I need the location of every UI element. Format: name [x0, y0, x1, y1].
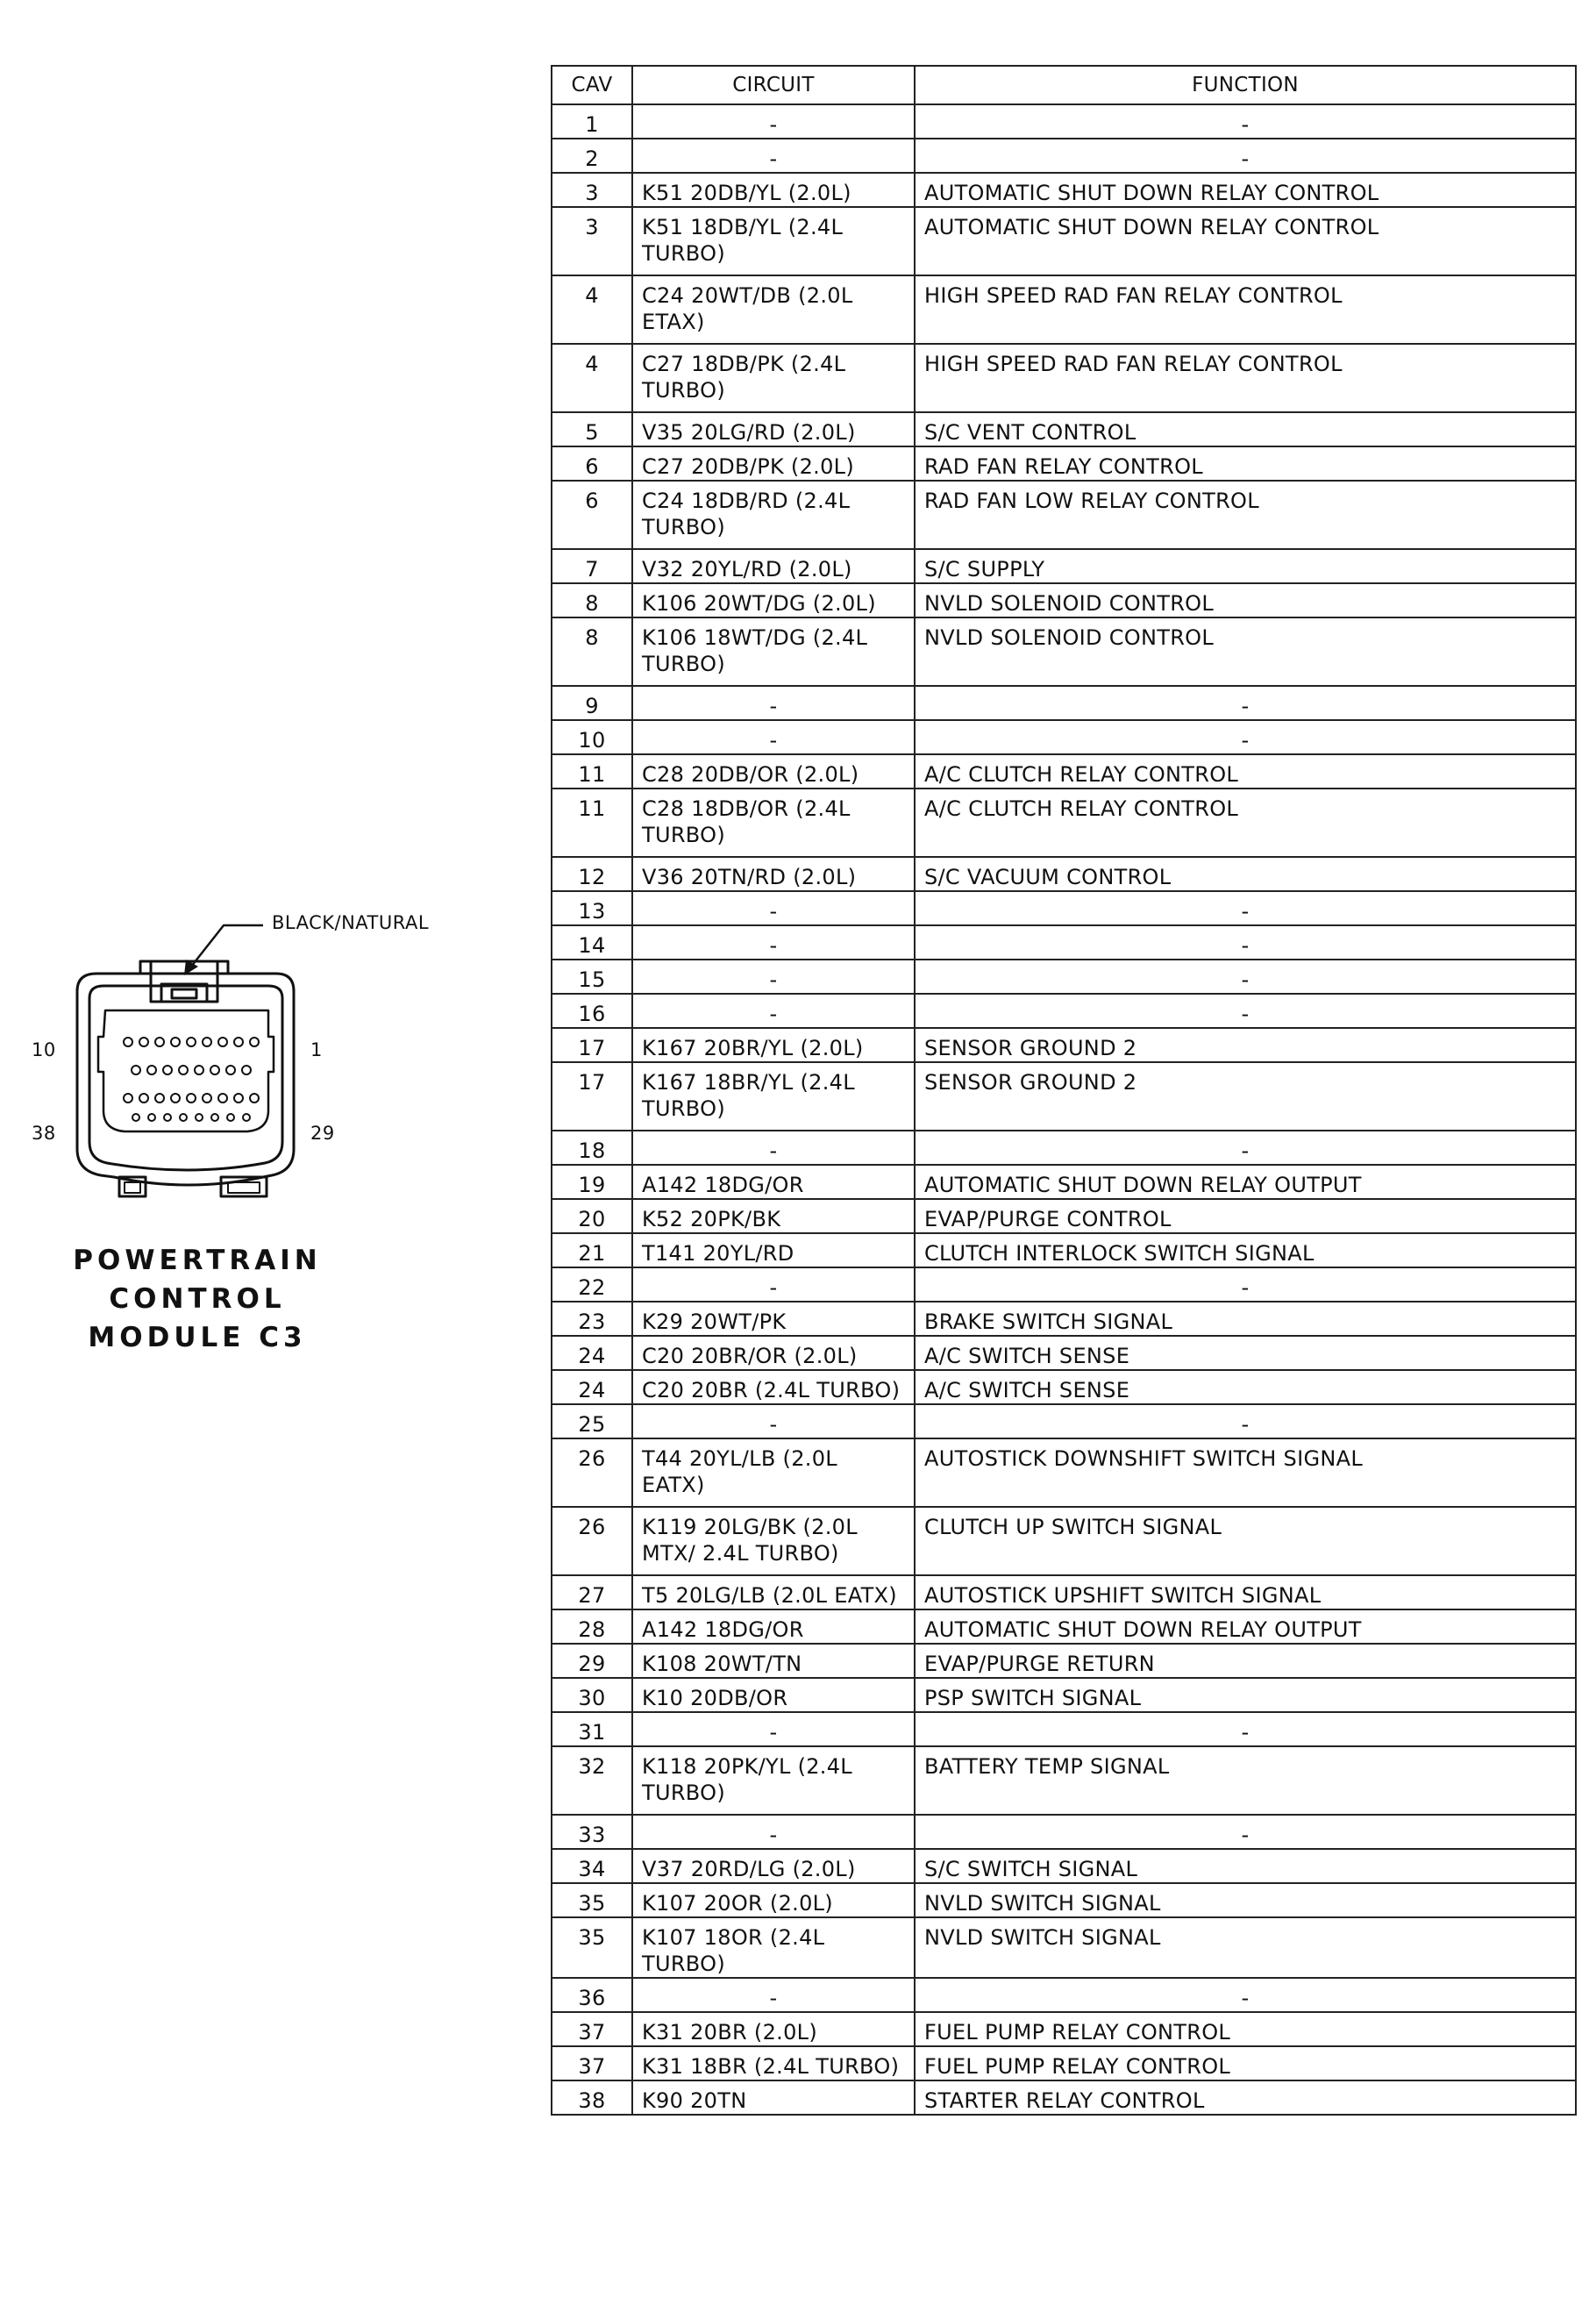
- circuit-cell: -: [632, 1712, 915, 1746]
- module-title: [53, 1241, 342, 1357]
- function-cell: A/C CLUTCH RELAY CONTROL: [915, 789, 1576, 857]
- table-row: [552, 139, 1576, 173]
- cav-cell: 9: [552, 686, 632, 720]
- table-row: [552, 1609, 1576, 1644]
- circuit-cell: -: [632, 720, 915, 754]
- table-row: [552, 617, 1576, 686]
- function-cell: NVLD SOLENOID CONTROL: [915, 617, 1576, 686]
- circuit-cell: -: [632, 960, 915, 994]
- table-row: [552, 925, 1576, 960]
- cav-cell: 26: [552, 1438, 632, 1507]
- function-cell: HIGH SPEED RAD FAN RELAY CONTROL: [915, 344, 1576, 412]
- table-row: [552, 1849, 1576, 1883]
- cav-cell: 11: [552, 754, 632, 789]
- circuit-cell: C20 20BR/OR (2.0L): [632, 1336, 915, 1370]
- table-row: [552, 1165, 1576, 1199]
- table-row: [552, 173, 1576, 207]
- table-row: [552, 1507, 1576, 1575]
- table-row: [552, 104, 1576, 139]
- function-cell: -: [915, 1815, 1576, 1849]
- circuit-cell: V35 20LG/RD (2.0L): [632, 412, 915, 446]
- cav-cell: 20: [552, 1199, 632, 1233]
- circuit-cell: K31 18BR (2.4L TURBO): [632, 2046, 915, 2080]
- circuit-cell: K118 20PK/YL (2.4L TURBO): [632, 1746, 915, 1815]
- cav-cell: 13: [552, 891, 632, 925]
- cav-cell: 3: [552, 207, 632, 275]
- table-row: [552, 1978, 1576, 2012]
- cav-cell: 6: [552, 446, 632, 481]
- cav-cell: 22: [552, 1267, 632, 1302]
- function-cell: -: [915, 720, 1576, 754]
- function-cell: FUEL PUMP RELAY CONTROL: [915, 2012, 1576, 2046]
- table-row: [552, 1302, 1576, 1336]
- cav-cell: 4: [552, 344, 632, 412]
- function-cell: -: [915, 1712, 1576, 1746]
- circuit-cell: C28 20DB/OR (2.0L): [632, 754, 915, 789]
- circuit-cell: -: [632, 1978, 915, 2012]
- function-cell: BATTERY TEMP SIGNAL: [915, 1746, 1576, 1815]
- function-cell: PSP SWITCH SIGNAL: [915, 1678, 1576, 1712]
- table-row: [552, 1746, 1576, 1815]
- table-row: [552, 1815, 1576, 1849]
- cav-cell: 30: [552, 1678, 632, 1712]
- function-cell: AUTOSTICK DOWNSHIFT SWITCH SIGNAL: [915, 1438, 1576, 1507]
- function-cell: A/C SWITCH SENSE: [915, 1336, 1576, 1370]
- table-row: [552, 720, 1576, 754]
- connector-color-label: BLACK/NATURAL: [272, 912, 430, 933]
- table-header-row: [552, 66, 1576, 104]
- table-row: [552, 1712, 1576, 1746]
- cav-cell: 2: [552, 139, 632, 173]
- function-cell: SENSOR GROUND 2: [915, 1028, 1576, 1062]
- table-row: [552, 2080, 1576, 2115]
- function-cell: -: [915, 1404, 1576, 1438]
- circuit-cell: K107 20OR (2.0L): [632, 1883, 915, 1917]
- function-cell: S/C VENT CONTROL: [915, 412, 1576, 446]
- cav-cell: 8: [552, 617, 632, 686]
- cav-cell: 21: [552, 1233, 632, 1267]
- cav-cell: 4: [552, 275, 632, 344]
- circuit-cell: -: [632, 891, 915, 925]
- cav-cell: 26: [552, 1507, 632, 1575]
- circuit-cell: -: [632, 1267, 915, 1302]
- table-row: [552, 1404, 1576, 1438]
- module-title-line: MODULE C3: [88, 1322, 307, 1353]
- function-cell: -: [915, 891, 1576, 925]
- cav-cell: 7: [552, 549, 632, 583]
- cav-cell: 19: [552, 1165, 632, 1199]
- table-row: [552, 1883, 1576, 1917]
- circuit-cell: C27 20DB/PK (2.0L): [632, 446, 915, 481]
- cav-cell: 6: [552, 481, 632, 549]
- cav-cell: 29: [552, 1644, 632, 1678]
- table-row: [552, 1131, 1576, 1165]
- cav-cell: 14: [552, 925, 632, 960]
- cav-cell: 37: [552, 2046, 632, 2080]
- connector-diagram: [0, 903, 491, 1360]
- table-row: [552, 549, 1576, 583]
- circuit-cell: -: [632, 1131, 915, 1165]
- table-row: [552, 1028, 1576, 1062]
- table-row: [552, 960, 1576, 994]
- function-cell: -: [915, 1131, 1576, 1165]
- cav-cell: 11: [552, 789, 632, 857]
- function-cell: AUTOMATIC SHUT DOWN RELAY OUTPUT: [915, 1609, 1576, 1644]
- pin-label-bottom-left: 38: [32, 1123, 56, 1144]
- cav-cell: 17: [552, 1062, 632, 1131]
- circuit-cell: -: [632, 1404, 915, 1438]
- circuit-cell: K167 18BR/YL (2.4L TURBO): [632, 1062, 915, 1131]
- cav-cell: 35: [552, 1917, 632, 1978]
- circuit-cell: K108 20WT/TN: [632, 1644, 915, 1678]
- table-row: [552, 789, 1576, 857]
- circuit-cell: K10 20DB/OR: [632, 1678, 915, 1712]
- function-cell: EVAP/PURGE RETURN: [915, 1644, 1576, 1678]
- circuit-cell: K31 20BR (2.0L): [632, 2012, 915, 2046]
- circuit-cell: C24 18DB/RD (2.4L TURBO): [632, 481, 915, 549]
- table-row: [552, 344, 1576, 412]
- function-cell: NVLD SOLENOID CONTROL: [915, 583, 1576, 617]
- circuit-cell: -: [632, 1815, 915, 1849]
- table-body: [552, 104, 1576, 2115]
- table-row: [552, 1062, 1576, 1131]
- table-row: [552, 583, 1576, 617]
- function-cell: AUTOMATIC SHUT DOWN RELAY CONTROL: [915, 173, 1576, 207]
- table-row: [552, 754, 1576, 789]
- circuit-cell: C20 20BR (2.4L TURBO): [632, 1370, 915, 1404]
- function-cell: -: [915, 1267, 1576, 1302]
- function-cell: SENSOR GROUND 2: [915, 1062, 1576, 1131]
- function-cell: CLUTCH INTERLOCK SWITCH SIGNAL: [915, 1233, 1576, 1267]
- cav-cell: 34: [552, 1849, 632, 1883]
- cav-cell: 8: [552, 583, 632, 617]
- cav-cell: 33: [552, 1815, 632, 1849]
- function-cell: RAD FAN RELAY CONTROL: [915, 446, 1576, 481]
- cav-cell: 23: [552, 1302, 632, 1336]
- cav-cell: 37: [552, 2012, 632, 2046]
- function-cell: -: [915, 139, 1576, 173]
- table-row: [552, 1644, 1576, 1678]
- function-cell: CLUTCH UP SWITCH SIGNAL: [915, 1507, 1576, 1575]
- pin-label-top-right: 1: [310, 1039, 323, 1060]
- function-cell: BRAKE SWITCH SIGNAL: [915, 1302, 1576, 1336]
- cav-cell: 27: [552, 1575, 632, 1609]
- cav-cell: 32: [552, 1746, 632, 1815]
- circuit-cell: A142 18DG/OR: [632, 1165, 915, 1199]
- table-row: [552, 1267, 1576, 1302]
- function-cell: -: [915, 994, 1576, 1028]
- pin-label-top-left: 10: [32, 1039, 56, 1060]
- circuit-cell: -: [632, 925, 915, 960]
- circuit-cell: K51 18DB/YL (2.4L TURBO): [632, 207, 915, 275]
- module-title-line: POWERTRAIN: [73, 1245, 322, 1276]
- cav-cell: 15: [552, 960, 632, 994]
- circuit-cell: K167 20BR/YL (2.0L): [632, 1028, 915, 1062]
- function-cell: -: [915, 960, 1576, 994]
- table-row: [552, 1336, 1576, 1370]
- function-cell: STARTER RELAY CONTROL: [915, 2080, 1576, 2115]
- circuit-cell: K52 20PK/BK: [632, 1199, 915, 1233]
- pin-label-bottom-right: 29: [310, 1123, 335, 1144]
- table-row: [552, 207, 1576, 275]
- cav-cell: 17: [552, 1028, 632, 1062]
- circuit-cell: K90 20TN: [632, 2080, 915, 2115]
- cav-cell: 35: [552, 1883, 632, 1917]
- table-row: [552, 481, 1576, 549]
- function-cell: S/C SUPPLY: [915, 549, 1576, 583]
- function-cell: -: [915, 1978, 1576, 2012]
- circuit-cell: -: [632, 139, 915, 173]
- table-row: [552, 446, 1576, 481]
- table-row: [552, 275, 1576, 344]
- circuit-cell: V37 20RD/LG (2.0L): [632, 1849, 915, 1883]
- table-row: [552, 1199, 1576, 1233]
- circuit-cell: T44 20YL/LB (2.0L EATX): [632, 1438, 915, 1507]
- table-row: [552, 686, 1576, 720]
- function-cell: -: [915, 925, 1576, 960]
- function-cell: AUTOSTICK UPSHIFT SWITCH SIGNAL: [915, 1575, 1576, 1609]
- circuit-cell: -: [632, 104, 915, 139]
- cav-cell: 38: [552, 2080, 632, 2115]
- table-row: [552, 994, 1576, 1028]
- circuit-cell: T5 20LG/LB (2.0L EATX): [632, 1575, 915, 1609]
- circuit-cell: K106 20WT/DG (2.0L): [632, 583, 915, 617]
- cav-cell: 16: [552, 994, 632, 1028]
- function-cell: HIGH SPEED RAD FAN RELAY CONTROL: [915, 275, 1576, 344]
- cav-cell: 28: [552, 1609, 632, 1644]
- circuit-cell: K29 20WT/PK: [632, 1302, 915, 1336]
- table-row: [552, 2046, 1576, 2080]
- cav-cell: 25: [552, 1404, 632, 1438]
- circuit-cell: C24 20WT/DB (2.0L ETAX): [632, 275, 915, 344]
- cav-cell: 24: [552, 1370, 632, 1404]
- cav-cell: 36: [552, 1978, 632, 2012]
- circuit-cell: C27 18DB/PK (2.4L TURBO): [632, 344, 915, 412]
- cav-cell: 10: [552, 720, 632, 754]
- cav-cell: 31: [552, 1712, 632, 1746]
- circuit-cell: V36 20TN/RD (2.0L): [632, 857, 915, 891]
- table-row: [552, 1370, 1576, 1404]
- function-cell: A/C CLUTCH RELAY CONTROL: [915, 754, 1576, 789]
- table-row: [552, 1438, 1576, 1507]
- function-cell: AUTOMATIC SHUT DOWN RELAY CONTROL: [915, 207, 1576, 275]
- circuit-cell: V32 20YL/RD (2.0L): [632, 549, 915, 583]
- table-row: [552, 1233, 1576, 1267]
- column-header-cav: CAV: [552, 66, 632, 104]
- table-row: [552, 857, 1576, 891]
- column-header-circuit: CIRCUIT: [632, 66, 915, 104]
- table-row: [552, 1917, 1576, 1978]
- function-cell: AUTOMATIC SHUT DOWN RELAY OUTPUT: [915, 1165, 1576, 1199]
- cav-cell: 24: [552, 1336, 632, 1370]
- table-row: [552, 412, 1576, 446]
- function-cell: EVAP/PURGE CONTROL: [915, 1199, 1576, 1233]
- circuit-cell: K107 18OR (2.4L TURBO): [632, 1917, 915, 1978]
- function-cell: -: [915, 104, 1576, 139]
- circuit-cell: C28 18DB/OR (2.4L TURBO): [632, 789, 915, 857]
- cav-cell: 1: [552, 104, 632, 139]
- function-cell: RAD FAN LOW RELAY CONTROL: [915, 481, 1576, 549]
- circuit-cell: K119 20LG/BK (2.0L MTX/ 2.4L TURBO): [632, 1507, 915, 1575]
- cav-cell: 5: [552, 412, 632, 446]
- cav-cell: 12: [552, 857, 632, 891]
- module-title-line: CONTROL: [109, 1283, 286, 1315]
- circuit-cell: -: [632, 994, 915, 1028]
- table-row: [552, 2012, 1576, 2046]
- pinout-table: [551, 65, 1577, 2116]
- function-cell: FUEL PUMP RELAY CONTROL: [915, 2046, 1576, 2080]
- function-cell: S/C SWITCH SIGNAL: [915, 1849, 1576, 1883]
- table-row: [552, 1678, 1576, 1712]
- table-row: [552, 891, 1576, 925]
- circuit-cell: -: [632, 686, 915, 720]
- function-cell: NVLD SWITCH SIGNAL: [915, 1917, 1576, 1978]
- circuit-cell: T141 20YL/RD: [632, 1233, 915, 1267]
- cav-cell: 3: [552, 173, 632, 207]
- circuit-cell: A142 18DG/OR: [632, 1609, 915, 1644]
- function-cell: -: [915, 686, 1576, 720]
- circuit-cell: K106 18WT/DG (2.4L TURBO): [632, 617, 915, 686]
- column-header-function: FUNCTION: [915, 66, 1576, 104]
- function-cell: A/C SWITCH SENSE: [915, 1370, 1576, 1404]
- table-row: [552, 1575, 1576, 1609]
- circuit-cell: K51 20DB/YL (2.0L): [632, 173, 915, 207]
- function-cell: S/C VACUUM CONTROL: [915, 857, 1576, 891]
- cav-cell: 18: [552, 1131, 632, 1165]
- function-cell: NVLD SWITCH SIGNAL: [915, 1883, 1576, 1917]
